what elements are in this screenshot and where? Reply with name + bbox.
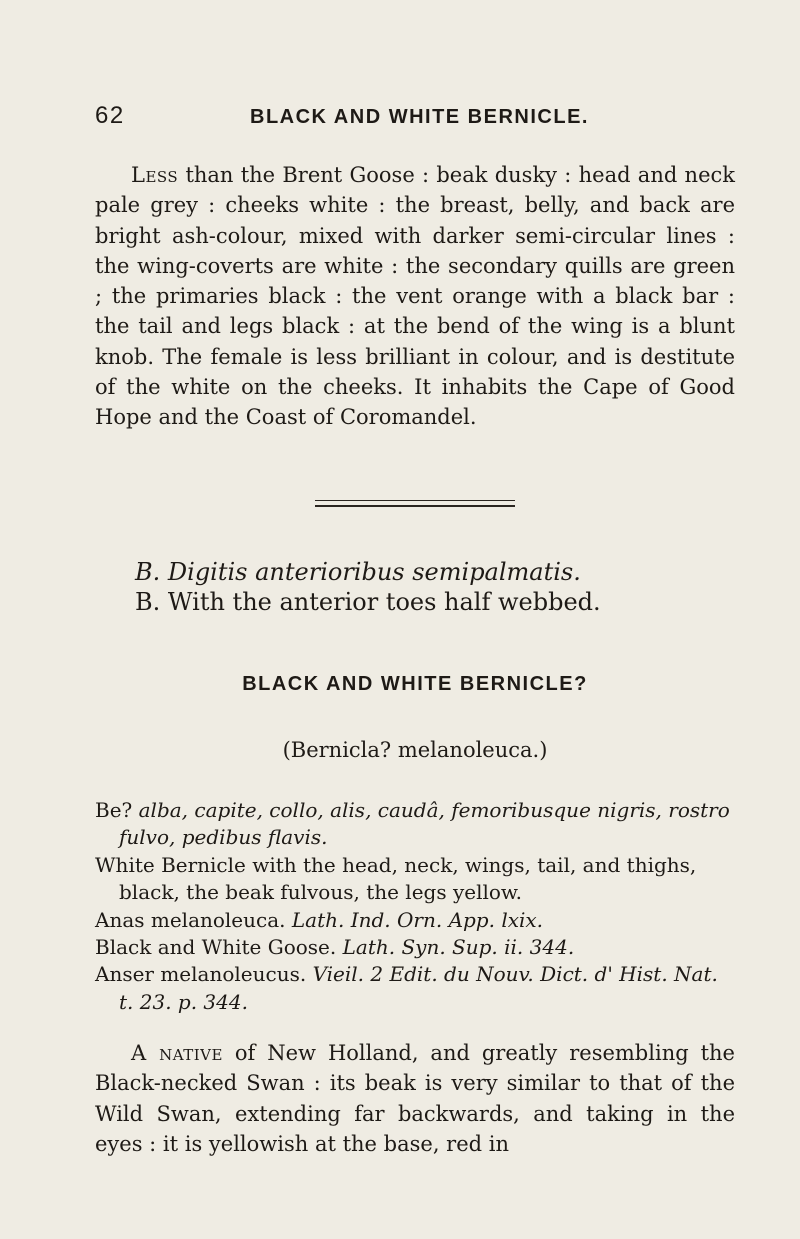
description-paragraph xyxy=(95,160,735,433)
reference-1 xyxy=(95,907,735,934)
section-heading xyxy=(135,557,735,617)
native-paragraph xyxy=(95,1038,735,1159)
running-title: BLACK AND WHITE BERNICLE. xyxy=(250,106,589,128)
english-diagnosis: White Bernicle with the head, neck, wings, tail, and thighs, black, the beak fulvous, the legs yellow. xyxy=(95,852,697,905)
section-divider-thin xyxy=(315,500,515,501)
section-divider-thick xyxy=(315,505,515,507)
reference-3 xyxy=(95,961,735,1016)
native-lead-word: A native xyxy=(131,1041,223,1065)
latin-diagnosis xyxy=(95,797,735,852)
description-lead-word: Less xyxy=(131,163,179,187)
reference-2-citation: Lath. Syn. Sup. ii. 344. xyxy=(342,935,575,960)
page-number: 62 xyxy=(95,102,125,129)
section-latin: B. Digitis anterioribus semipalmatis. xyxy=(135,558,581,586)
diagnosis-prefix: Be? xyxy=(95,798,133,822)
diagnosis-text: alba, capite, collo, alis, caudâ, femoribusque nigris, rostro fulvo, pedibus flavis. xyxy=(119,798,730,850)
reference-1-name: Anas melanoleuca. xyxy=(95,907,286,932)
reference-3-citation: Vieil. 2 Edit. du Nouv. Dict. d' Hist. Nat. t. 23. p. 344. xyxy=(119,962,718,1014)
reference-2-name: Black and White Goose. xyxy=(95,935,337,960)
reference-3-name: Anser melanoleucus. xyxy=(95,962,307,987)
scientific-name: (Bernicla? melanoleuca.) xyxy=(282,738,548,762)
reference-1-citation: Lath. Ind. Orn. App. lxix. xyxy=(291,907,544,932)
section-english: B. With the anterior toes half webbed. xyxy=(135,588,601,616)
description-text: than the Brent Goose : beak dusky : head and neck pale grey : cheeks white : the breast, belly, and back are bright ash-colour, mixed with darker semi-circular lines : the wing-coverts are white : the secondary quills are green ; the primaries black : the vent orange with a black bar : the tail and legs black : at the bend of the wing is a blunt knob. The female is less brilliant in colour, and is destitute of the white on the cheeks. It inhabits the Cape of Good Hope and the Coast of Coromandel. xyxy=(95,163,735,430)
species-title: BLACK AND WHITE BERNICLE? xyxy=(242,673,588,695)
synonymy-block xyxy=(95,797,735,1016)
native-text: of New Holland, and greatly resembling the Black-necked Swan : its beak is very similar to that of the Wild Swan, extending far backwards, and taking in the eyes : it is yellowish at the base, red in xyxy=(95,1041,735,1156)
reference-2 xyxy=(95,934,735,961)
